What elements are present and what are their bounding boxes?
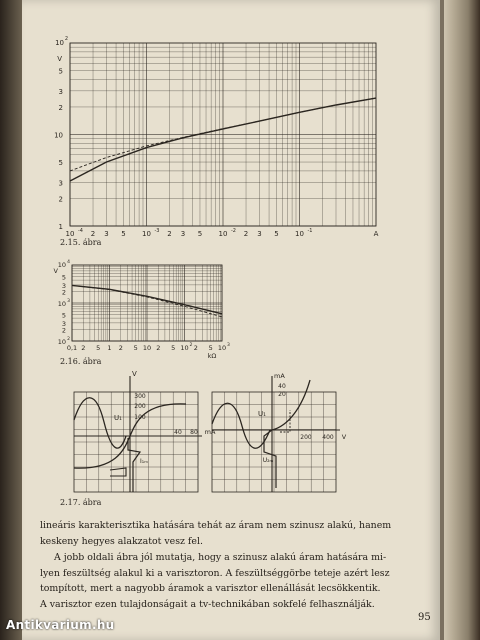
fig217-right-x-tick-label: 400 <box>322 434 334 441</box>
fig216-y-tick-label: 5 <box>61 311 66 320</box>
fig217-right-y-tick-label: 20 <box>278 391 286 398</box>
fig216-y-tick-label: 10 <box>57 300 66 308</box>
fig216-x-tick-label: 1 <box>107 344 112 352</box>
fig215-y-top-exp: 2 <box>64 36 68 42</box>
fig215-x-tick-exp: -3 <box>154 228 160 234</box>
fig217-left-x-tick-label: 80 <box>190 429 198 436</box>
figure-2-17-caption: 2.17. ábra <box>60 498 102 507</box>
fig216-x-tick-label: 2 <box>81 344 86 352</box>
fig217-right-y-unit: mA <box>274 372 285 380</box>
fig215-x-tick-label: 10 <box>295 230 304 238</box>
fig216-x-tick-label: 2 <box>156 344 161 352</box>
fig216-y-top-label: 10 <box>57 261 66 269</box>
fig215-x-tick-label: 5 <box>121 230 126 238</box>
paragraph-line: tompított, mert a nagyobb áramok a varisztor ellenállását lecsökkentik. <box>40 583 381 595</box>
fig215-y-tick-label: 3 <box>58 87 63 96</box>
fig217-left-y-tick-label: 200 <box>134 403 146 410</box>
fig216-x-tick-label: 5 <box>133 344 138 352</box>
fig216-x-tick-exp: 3 <box>227 343 230 348</box>
fig216-x-tick-label: 5 <box>171 344 176 352</box>
fig217-left-y-tick-label: 100 <box>134 414 146 421</box>
fig217-left-x-unit: mA <box>204 428 216 436</box>
fig216-x-tick-label: 2 <box>118 344 123 352</box>
fig217-left-u-label: U₁ <box>114 414 122 422</box>
paragraph-line: A jobb oldali ábra jól mutatja, hogy a szinusz alakú áram hatására mi- <box>54 552 387 563</box>
paragraph-line: lyen feszültség alakul ki a varisztoron. A feszültséggörbe teteje azért lesz <box>40 567 390 579</box>
paragraph-line: lineáris karakterisztika hatására tehát az áram nem szinusz alakú, hanem <box>40 520 392 531</box>
fig215-y-tick-label: 5 <box>58 67 63 76</box>
fig215-x-tick-label: 10 <box>65 230 75 238</box>
fig217-right-u-label: U₁ <box>258 410 266 418</box>
fig216-y-tick-label: 3 <box>61 281 66 290</box>
fig215-x-tick-exp: -1 <box>307 228 313 234</box>
page-number: 95 <box>418 612 431 623</box>
fig216-y-tick-label: 3 <box>61 319 66 328</box>
watermark-logo: Antikvarium.hu <box>6 618 115 632</box>
fig215-x-tick-label: 3 <box>257 230 262 238</box>
paragraph-line: A varisztor ezen tulajdonságait a tv-technikában sokfelé felhasználják. <box>40 598 375 610</box>
fig217-right-x-unit: V <box>341 433 347 441</box>
paragraph-2 <box>40 550 428 612</box>
paragraph-line: keskeny hegyes alakzatot vesz fel. <box>40 535 203 547</box>
fig216-y-tick-exp: 2 <box>67 337 70 342</box>
fig216-y-tick-label: 10 <box>57 338 66 346</box>
fig215-y-tick-label: 1 <box>58 223 63 231</box>
fig216-x-tick-label: 10 <box>142 344 152 352</box>
fig215-x-tick-label: 5 <box>274 230 279 238</box>
fig215-x-tick-exp: -2 <box>231 228 236 234</box>
paragraph-1 <box>40 518 428 549</box>
fig215-x-tick-label: 10 <box>218 230 228 238</box>
fig216-x-tick-exp: 2 <box>189 343 193 348</box>
fig215-y-tick-label: 10 <box>54 131 63 140</box>
fig217-right-x-tick-label: 200 <box>300 434 312 441</box>
fig215-y-tick-label: 2 <box>58 195 63 204</box>
fig217-left-i-label: I₁ₘ <box>140 458 148 465</box>
fig215-x-tick-label: 2 <box>167 230 172 238</box>
fig216-x-tick-label: 10 <box>217 344 227 352</box>
fig216-x-tick-label: 5 <box>96 344 101 352</box>
fig217-left-y-tick-label: 300 <box>134 393 146 400</box>
fig215-x-tick-label: 10 <box>142 230 151 238</box>
fig215-x-tick-label: 2 <box>243 230 249 238</box>
fig217-left-characteristic-neg <box>74 436 130 468</box>
fig215-x-tick-label: 2 <box>90 230 96 238</box>
fig216-y-tick-label: 2 <box>61 288 66 297</box>
fig215-y-top-label: 10 <box>55 39 64 47</box>
fig215-y-unit: V <box>57 55 62 63</box>
fig215-x-tick-label: A <box>373 230 379 238</box>
fig215-y-tick-label: 3 <box>58 179 63 188</box>
fig215-y-tick-label: 5 <box>58 159 63 168</box>
fig216-y-top-exp: 4 <box>67 260 70 265</box>
fig216-y-tick-exp: 3 <box>67 299 70 304</box>
fig216-y-unit: V <box>53 267 58 275</box>
fig217-left-voltage-wave <box>74 398 126 448</box>
fig216-x-tick-label: 5 <box>208 344 213 352</box>
fig217-right-y-tick-label: 40 <box>278 383 286 390</box>
fig216-x-tick-label: 10 <box>180 344 189 352</box>
fig215-x-tick-label: 3 <box>180 230 186 238</box>
fig215-x-tick-exp: -4 <box>78 228 83 234</box>
fig216-x-tick-label: 2 <box>193 344 198 352</box>
fig217-right-u2-label: U₂ₘ <box>262 457 274 464</box>
fig215-x-tick-label: 5 <box>197 230 203 238</box>
figure-2-15-caption: 2.15. ábra <box>60 238 102 247</box>
fig216-y-tick-label: 2 <box>61 326 66 335</box>
fig215-y-tick-label: 2 <box>58 103 63 112</box>
fig215-x-tick-label: 3 <box>104 230 109 238</box>
figure-2-16-caption: 2.16. ábra <box>60 357 102 366</box>
fig217-left-x-tick-label: 40 <box>174 429 182 436</box>
fig216-x-tick-label: 0,1 <box>66 344 78 352</box>
fig217-left-y-unit: V <box>132 370 137 378</box>
fig216-x-unit: kΩ <box>207 352 217 360</box>
fig216-y-tick-label: 5 <box>61 273 66 282</box>
